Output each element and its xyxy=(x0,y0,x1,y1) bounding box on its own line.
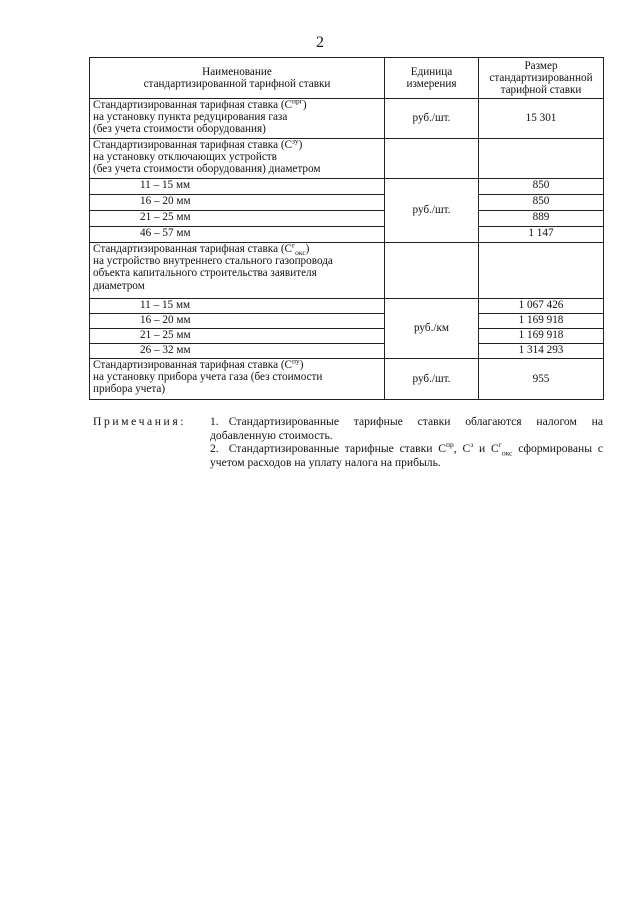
section3-value: 1 169 918 xyxy=(479,329,604,344)
section4-name: Стандартизированная тарифная ставка $(С^{пу})$ на установку прибора учета газа (без стоимости прибора учета) xyxy=(90,359,385,400)
table-row xyxy=(90,139,604,179)
section3-range: 26 – 32 мм xyxy=(90,344,385,359)
header-unit: Единица измерения xyxy=(385,58,479,99)
section2-unit: руб./шт. xyxy=(385,179,479,243)
section3-value: 1 067 426 xyxy=(479,299,604,314)
section2-range: 11 – 15 мм xyxy=(90,179,385,195)
table-row xyxy=(90,344,604,359)
section3-range: 21 – 25 мм xyxy=(90,329,385,344)
section2-value: 850 xyxy=(479,179,604,195)
section4-unit: руб./шт. xyxy=(385,359,479,400)
table-row xyxy=(90,299,604,314)
table-row xyxy=(90,359,604,400)
table-row xyxy=(90,179,604,195)
section2-name: Стандартизированная тарифная ставка $(С^{зу})$ на установку отключающих устройств (без учета стоимости оборудования) диаметром xyxy=(90,139,385,179)
section2-value: 850 xyxy=(479,195,604,211)
table-row xyxy=(90,227,604,243)
header-size: Размер стандартизированной тарифной ставки xyxy=(479,58,604,99)
table-row xyxy=(90,243,604,299)
header-name: Наименование стандартизированной тарифной ставки xyxy=(90,58,385,99)
section1-unit: руб./шт. xyxy=(385,99,479,139)
section3-range: 16 – 20 мм xyxy=(90,314,385,329)
page-number: 2 xyxy=(316,34,324,51)
section3-unit: руб./км xyxy=(385,299,479,359)
section3-name: Стандартизированная тарифная ставка $(С^г_{окс})$ на устройство внутреннего стального газопровода объекта капитального строительства заявителя диаметром xyxy=(90,243,385,299)
section3-value: 1 314 293 xyxy=(479,344,604,359)
section2-range: 16 – 20 мм xyxy=(90,195,385,211)
table-row xyxy=(90,329,604,344)
section2-value: 1 147 xyxy=(479,227,604,243)
note-item-2: 2. Стандартизированные тарифные ставки $С^{пр}$, $С^з$ и $С^г_{окс}$ сформированы с учетом расходов на уплату налога на прибыль. xyxy=(210,440,603,469)
table-row xyxy=(90,211,604,227)
section3-range: 11 – 15 мм xyxy=(90,299,385,314)
table-row xyxy=(90,99,604,139)
notes-label: Примечания: xyxy=(93,415,187,428)
tariff-table xyxy=(89,57,604,400)
table-header-row xyxy=(90,58,604,99)
table-row xyxy=(90,314,604,329)
section4-value: 955 xyxy=(479,359,604,400)
section2-range: 46 – 57 мм xyxy=(90,227,385,243)
section3-value: 1 169 918 xyxy=(479,314,604,329)
note-item-1: 1. Стандартизированные тарифные ставки облагаются налогом на добавленную стоимость. xyxy=(210,415,603,442)
section1-value: 15 301 xyxy=(479,99,604,139)
section1-name: Стандартизированная тарифная ставка $(С^{прг})$ на установку пункта редуцирования газа (без учета стоимости оборудования) xyxy=(90,99,385,139)
section2-range: 21 – 25 мм xyxy=(90,211,385,227)
section2-value: 889 xyxy=(479,211,604,227)
table-row xyxy=(90,195,604,211)
